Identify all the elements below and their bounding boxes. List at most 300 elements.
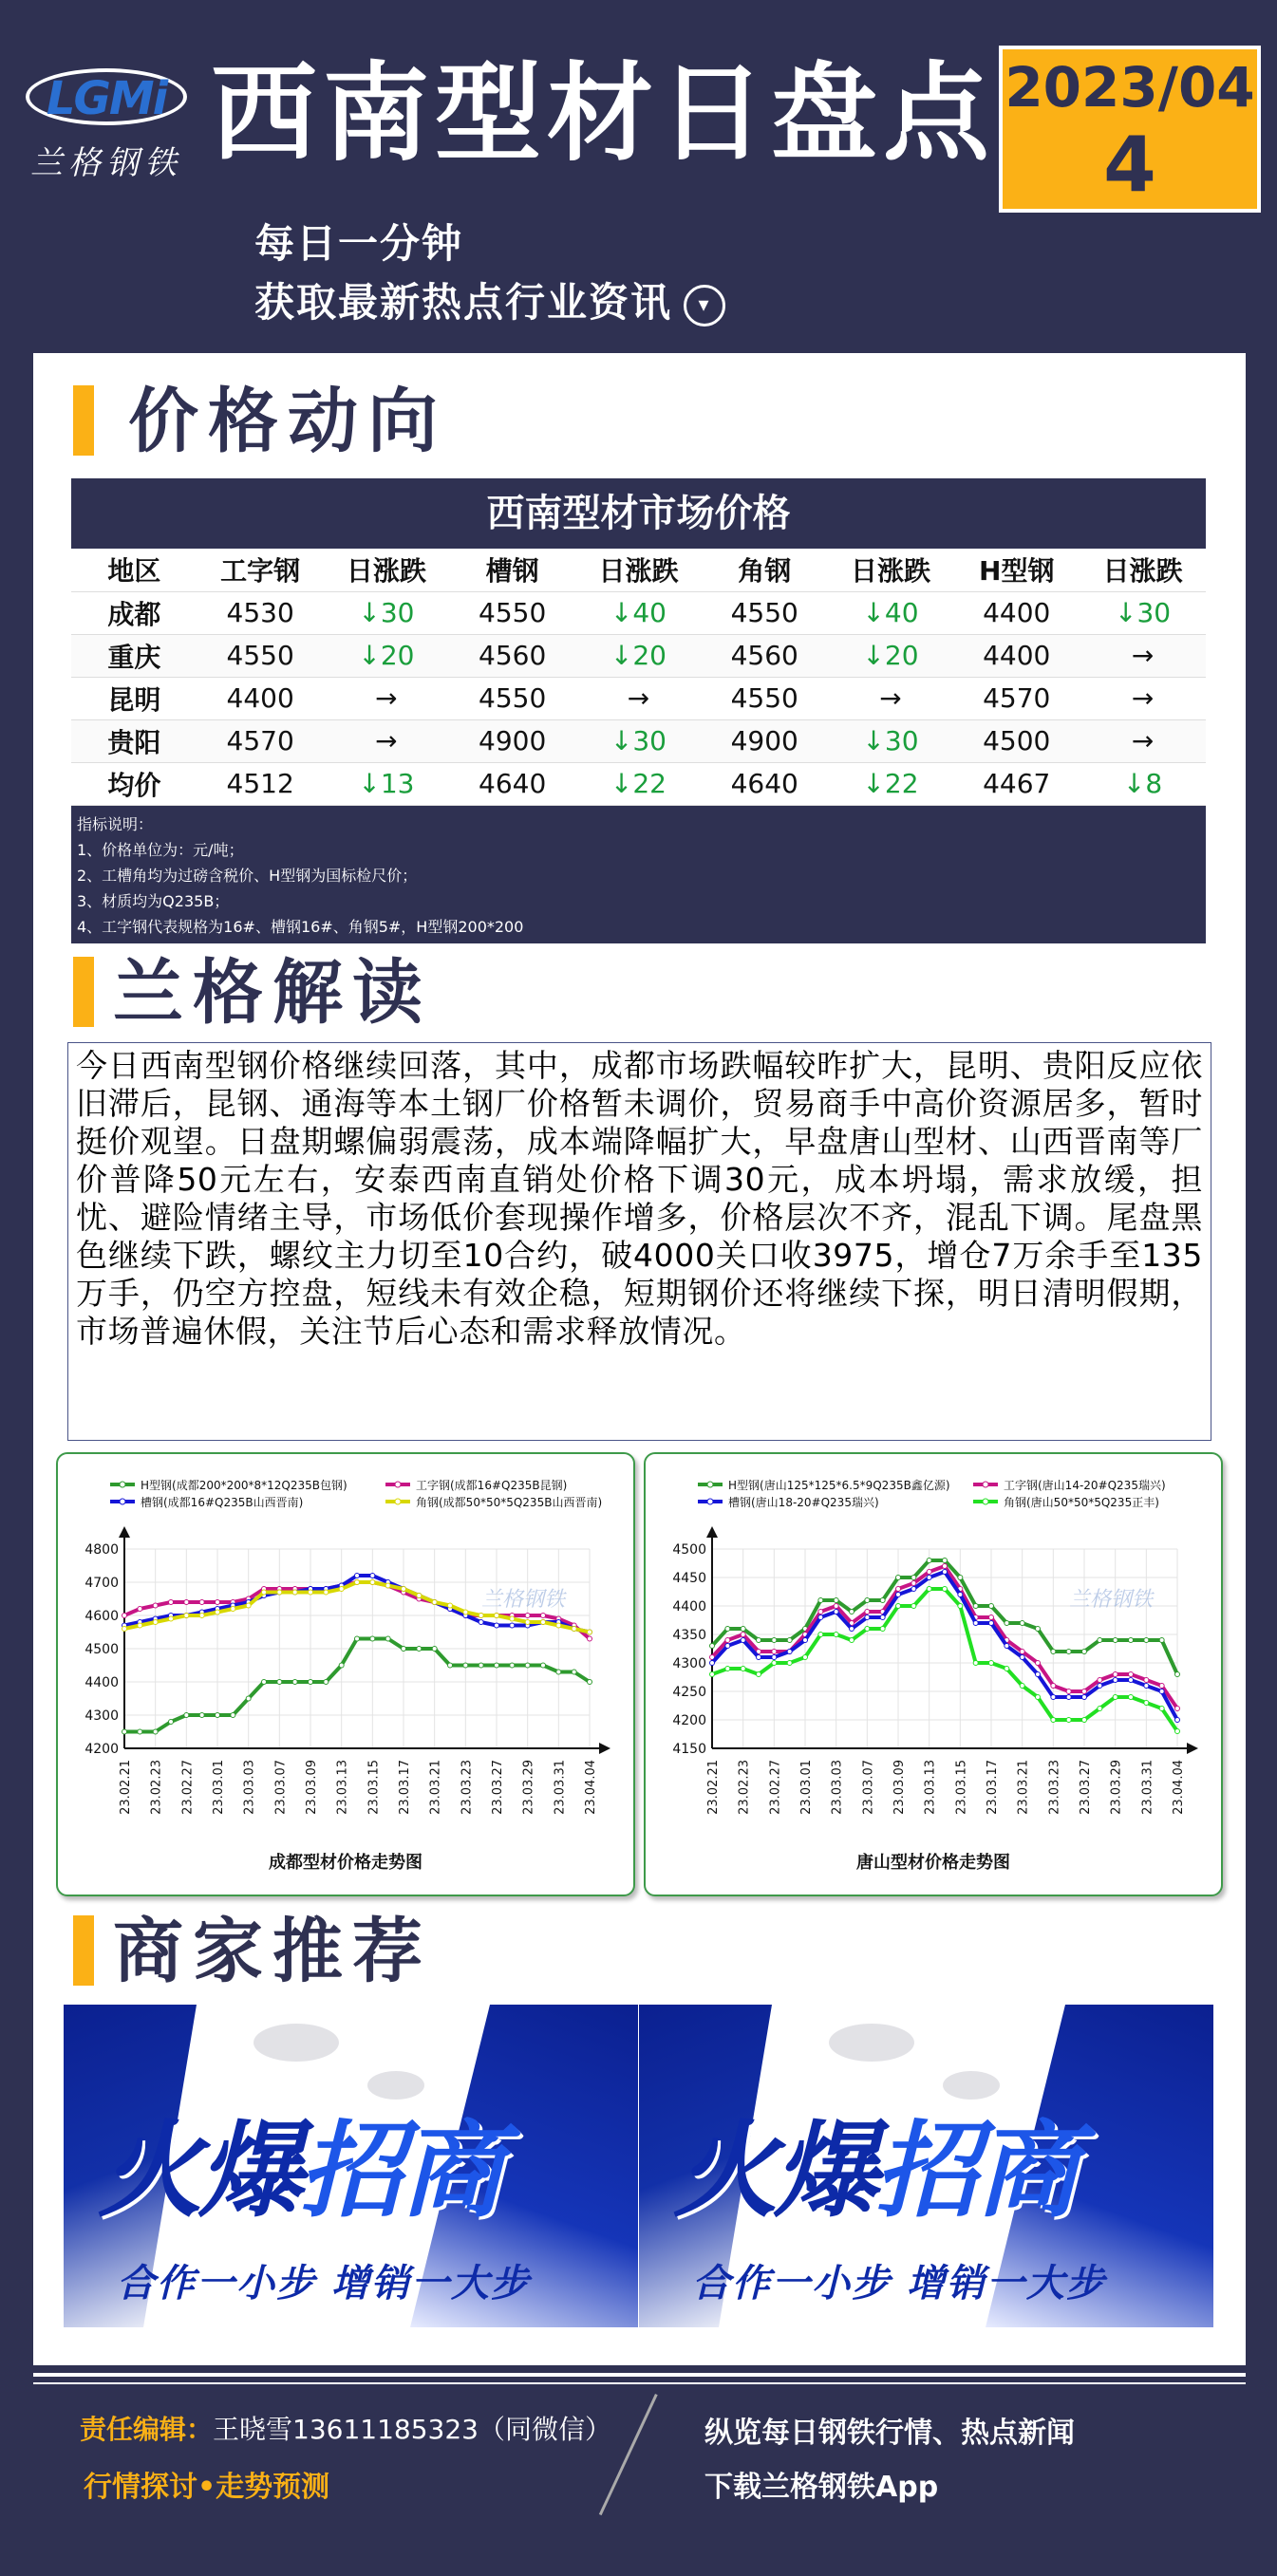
change-cell: ↓30 <box>828 719 954 762</box>
data-point <box>757 1638 761 1643</box>
x-tick-label: 23.03.13 <box>335 1760 350 1815</box>
data-point <box>122 1627 127 1632</box>
legend-marker <box>395 1499 401 1504</box>
x-tick-label: 23.03.17 <box>986 1760 1000 1815</box>
data-point <box>448 1663 453 1668</box>
data-point <box>1066 1689 1071 1694</box>
data-point <box>122 1729 127 1734</box>
data-point <box>1036 1627 1041 1632</box>
data-point <box>277 1590 282 1595</box>
column-header: 日涨跌 <box>1080 549 1206 591</box>
data-point <box>216 1600 220 1605</box>
data-point <box>292 1680 297 1685</box>
x-tick-label: 23.02.21 <box>706 1760 721 1815</box>
region-cell: 成都 <box>71 591 197 634</box>
data-point <box>1005 1644 1009 1649</box>
change-cell: ↓20 <box>575 634 702 677</box>
price-table-title: 西南型材市场价格 <box>71 478 1206 549</box>
data-point <box>958 1576 963 1580</box>
data-point <box>169 1600 174 1605</box>
data-point <box>1129 1672 1134 1677</box>
x-tick-label: 23.02.23 <box>149 1760 164 1815</box>
price-cell: 4900 <box>449 719 575 762</box>
data-point <box>772 1661 777 1666</box>
table-row <box>71 591 1206 634</box>
data-point <box>370 1580 375 1585</box>
data-point <box>262 1590 267 1595</box>
note-line: 3、材质均为Q235B； <box>77 891 230 910</box>
legend-marker <box>120 1499 125 1504</box>
data-point <box>463 1610 468 1615</box>
data-point <box>989 1621 994 1626</box>
data-point <box>510 1623 515 1628</box>
table-row <box>71 634 1206 677</box>
data-point <box>199 1614 204 1618</box>
data-point <box>911 1604 916 1609</box>
data-point <box>911 1581 916 1586</box>
price-notes <box>71 806 1206 943</box>
legend-entry: 角钢(成都50*50*5Q235B山西晋南) <box>416 1496 603 1509</box>
data-point <box>880 1627 885 1632</box>
data-point <box>834 1633 838 1637</box>
x-tick-label: 23.03.15 <box>366 1760 382 1815</box>
data-point <box>1159 1638 1164 1643</box>
data-point <box>417 1647 422 1652</box>
data-point <box>355 1574 360 1578</box>
data-point <box>1082 1718 1087 1723</box>
note-line: 指标说明： <box>77 814 154 833</box>
data-point <box>417 1594 422 1598</box>
region-cell: 重庆 <box>71 634 197 677</box>
banner-splash <box>829 2024 914 2062</box>
data-point <box>787 1661 792 1666</box>
data-point <box>989 1661 994 1666</box>
chengdu-chart-title: 成都型材价格走势图 <box>269 1853 423 1873</box>
x-tick-label: 23.03.07 <box>273 1760 289 1815</box>
data-point <box>1020 1650 1024 1654</box>
heading-accent-bar <box>73 957 94 1027</box>
banner-splash <box>254 2024 339 2062</box>
price-cell: 4570 <box>953 677 1080 719</box>
price-cell: 4550 <box>449 677 575 719</box>
data-point <box>138 1623 142 1628</box>
data-point <box>927 1570 931 1575</box>
legend-entry: 角钢(唐山50*50*5Q235正丰) <box>1004 1496 1159 1509</box>
note-line: 1、价格单位为：元/吨； <box>77 840 244 859</box>
data-point <box>1113 1695 1117 1700</box>
x-tick-label: 23.03.23 <box>1047 1760 1062 1815</box>
data-point <box>896 1587 901 1592</box>
data-point <box>588 1630 592 1634</box>
data-point <box>1051 1718 1056 1723</box>
heading-accent-bar <box>73 385 94 456</box>
x-tick-label: 23.03.29 <box>1109 1760 1124 1815</box>
data-point <box>169 1720 174 1725</box>
data-point <box>943 1564 948 1569</box>
x-tick-label: 23.02.23 <box>737 1760 752 1815</box>
data-point <box>710 1644 715 1649</box>
y-tick-label: 4800 <box>85 1542 119 1558</box>
price-table-block <box>71 478 1206 943</box>
price-cell: 4550 <box>702 591 828 634</box>
price-cell: 4570 <box>197 719 324 762</box>
column-header: 日涨跌 <box>828 549 954 591</box>
y-tick-label: 4300 <box>85 1708 119 1724</box>
data-point <box>556 1623 561 1628</box>
data-point <box>818 1610 823 1615</box>
data-point <box>834 1598 838 1603</box>
date-badge <box>999 46 1261 213</box>
data-point <box>943 1559 948 1563</box>
banner-headline <box>673 2110 1076 2231</box>
data-point <box>865 1598 870 1603</box>
data-point <box>865 1610 870 1615</box>
data-point <box>1098 1684 1102 1689</box>
data-point <box>541 1663 546 1668</box>
x-tick-label: 23.03.29 <box>521 1760 536 1815</box>
data-point <box>1066 1650 1071 1654</box>
data-point <box>277 1680 282 1685</box>
data-point <box>772 1655 777 1660</box>
price-cell: 4512 <box>197 762 324 805</box>
data-point <box>973 1661 978 1666</box>
legend-marker <box>707 1499 713 1504</box>
data-point <box>355 1636 360 1641</box>
x-tick-label: 23.03.21 <box>428 1760 443 1815</box>
data-point <box>725 1644 730 1649</box>
x-tick-label: 23.03.01 <box>799 1760 814 1815</box>
y-axis-arrow <box>119 1526 130 1538</box>
change-cell: ↓40 <box>575 591 702 634</box>
data-point <box>309 1590 313 1595</box>
y-tick-label: 4300 <box>672 1656 706 1671</box>
legend-marker <box>983 1499 988 1504</box>
data-point <box>355 1580 360 1585</box>
legend-entry: 槽钢(成都16#Q235B山西晋南) <box>141 1496 304 1509</box>
data-point <box>725 1638 730 1643</box>
price-cell: 4500 <box>953 719 1080 762</box>
merchant-banner-2[interactable] <box>639 2005 1213 2327</box>
data-point <box>1144 1701 1149 1706</box>
y-axis-arrow <box>706 1526 718 1538</box>
y-tick-label: 4400 <box>672 1599 706 1615</box>
legend-marker <box>983 1482 988 1487</box>
banner-headline-part2: 招商 <box>874 2110 1076 2231</box>
logo-cn-text: 兰格钢铁 <box>30 144 182 182</box>
data-point <box>1051 1684 1056 1689</box>
chevron-down-icon[interactable]: ▾ <box>684 285 725 327</box>
footer-app-link[interactable]: 下载兰格钢铁App <box>704 2471 939 2504</box>
analysis-text: 今日西南型钢价格继续回落，其中，成都市场跌幅较昨扩大，昆明、贵阳反应依旧滞后，昆钢、通海等本土钢厂价格暂未调价，贸易商手中高价资源居多，暂时挺价观望。日盘期螺偏弱震荡，成本端降幅扩大，早盘唐山型材、山西晋南等厂价普降50元左右，安泰西南直销处价格下调30元，成本坍塌，需求放缓，担忧、避险情绪主导，市场低价套现操作增多，价格层次不齐，混乱下调。尾盘黑色继续下跌，螺纹主力切至10合约，破4000关口收3975，增仓7万余手至135万手，仍空方控盘，短线未有效企稳，短期钢价还将继续下探，明日清明假期，市场普遍休假，关注节后心态和需求释放情况。 <box>67 1042 1211 1441</box>
tangshan-chart-title: 唐山型材价格走势图 <box>856 1853 1010 1873</box>
change-cell: → <box>575 677 702 719</box>
change-cell: ↓13 <box>324 762 450 805</box>
change-cell: → <box>1080 677 1206 719</box>
data-point <box>865 1615 870 1620</box>
column-header: H型钢 <box>953 549 1080 591</box>
data-point <box>541 1620 546 1625</box>
column-header: 角钢 <box>702 549 828 591</box>
data-point <box>741 1667 745 1671</box>
data-point <box>324 1680 329 1685</box>
change-cell: → <box>324 677 450 719</box>
data-point <box>153 1603 158 1608</box>
data-point <box>479 1614 483 1618</box>
region-cell: 昆明 <box>71 677 197 719</box>
data-point <box>973 1621 978 1626</box>
column-header: 槽钢 <box>449 549 575 591</box>
chengdu-chart-svg <box>58 1454 637 1898</box>
data-point <box>1129 1695 1134 1700</box>
data-point <box>510 1616 515 1621</box>
data-point <box>199 1713 204 1718</box>
data-point <box>572 1627 576 1632</box>
lgmi-logo <box>21 59 192 182</box>
x-tick-label: 23.03.17 <box>398 1760 412 1815</box>
editor-info <box>80 2409 611 2447</box>
analysis-section-title: 兰格解读 <box>113 952 432 1034</box>
legend-entry: H型钢(唐山125*125*6.5*9Q235B鑫亿源) <box>728 1479 950 1492</box>
tangshan-chart-svg <box>646 1454 1225 1898</box>
data-point <box>572 1670 576 1674</box>
legend-entry: 工字钢(唐山14-20#Q235瑞兴) <box>1004 1479 1166 1492</box>
data-point <box>1175 1707 1180 1711</box>
banner-headline-part2: 招商 <box>299 2110 500 2231</box>
price-cell: 4530 <box>197 591 324 634</box>
data-point <box>339 1587 344 1592</box>
change-cell: → <box>1080 719 1206 762</box>
footer-news-text: 纵览每日钢铁行情、热点新闻 <box>704 2417 1075 2450</box>
data-point <box>1020 1655 1024 1660</box>
data-point <box>432 1647 437 1652</box>
price-cell: 4560 <box>702 634 828 677</box>
legend-entry: H型钢(成都200*200*8*12Q235B包钢) <box>141 1479 347 1492</box>
banner-splash <box>367 2071 424 2100</box>
change-cell: ↓40 <box>828 591 954 634</box>
page-title: 西南型材日盘点 <box>211 52 995 176</box>
price-cell: 4400 <box>953 634 1080 677</box>
x-tick-label: 23.03.03 <box>242 1760 257 1815</box>
tagline-2 <box>254 271 725 328</box>
x-tick-label: 23.02.27 <box>180 1760 196 1815</box>
data-point <box>402 1587 406 1592</box>
change-cell: ↓8 <box>1080 762 1206 805</box>
date-day: 4 <box>1103 121 1156 209</box>
data-point <box>432 1600 437 1605</box>
data-point <box>741 1627 745 1632</box>
data-point <box>865 1627 870 1632</box>
data-point <box>787 1650 792 1654</box>
data-point <box>402 1647 406 1652</box>
data-point <box>1159 1689 1164 1694</box>
merchant-banner-1[interactable] <box>64 2005 638 2327</box>
heading-accent-bar <box>73 1915 94 1986</box>
banner-headline <box>98 2110 500 2231</box>
data-point <box>757 1655 761 1660</box>
chart-watermark: 兰格钢铁 <box>1068 1588 1154 1612</box>
change-cell: ↓30 <box>324 591 450 634</box>
data-point <box>1082 1689 1087 1694</box>
change-cell: ↓30 <box>1080 591 1206 634</box>
merchant-section-title: 商家推荐 <box>113 1911 432 1992</box>
data-point <box>138 1607 142 1612</box>
x-tick-label: 23.02.27 <box>768 1760 783 1815</box>
data-point <box>850 1610 854 1615</box>
change-cell: ↓20 <box>324 634 450 677</box>
y-tick-label: 4350 <box>672 1628 706 1643</box>
data-point <box>1144 1684 1149 1689</box>
data-point <box>122 1614 127 1618</box>
data-point <box>818 1615 823 1620</box>
data-point <box>1129 1678 1134 1683</box>
data-point <box>153 1729 158 1734</box>
data-point <box>138 1729 142 1734</box>
data-point <box>495 1663 499 1668</box>
data-point <box>896 1593 901 1597</box>
data-point <box>803 1638 808 1643</box>
x-tick-label: 23.03.13 <box>923 1760 938 1815</box>
editor-label: 责任编辑： <box>80 2414 214 2445</box>
data-point <box>541 1614 546 1618</box>
data-point <box>184 1614 189 1618</box>
data-point <box>556 1670 561 1674</box>
price-cell: 4550 <box>449 591 575 634</box>
data-point <box>757 1672 761 1677</box>
data-point <box>588 1680 592 1685</box>
column-header: 日涨跌 <box>324 549 450 591</box>
editor-name: 王晓雪13611185323（同微信） <box>213 2414 611 2445</box>
data-point <box>1066 1695 1071 1700</box>
region-cell: 均价 <box>71 762 197 805</box>
chart-watermark: 兰格钢铁 <box>480 1588 566 1612</box>
data-point <box>463 1663 468 1668</box>
tagline-1: 每日一分钟 <box>254 220 464 267</box>
data-point <box>1051 1650 1056 1654</box>
x-tick-label: 23.03.27 <box>1079 1760 1093 1815</box>
data-point <box>1036 1695 1041 1700</box>
data-point <box>1098 1707 1102 1711</box>
change-cell: → <box>828 677 954 719</box>
tangshan-chart <box>644 1452 1223 1896</box>
data-point <box>246 1696 251 1701</box>
data-point <box>943 1570 948 1575</box>
y-tick-label: 4150 <box>672 1742 706 1757</box>
data-point <box>1005 1621 1009 1626</box>
price-section-title: 价格动向 <box>128 381 447 462</box>
y-tick-label: 4700 <box>85 1576 119 1591</box>
x-tick-label: 23.03.27 <box>491 1760 505 1815</box>
data-point <box>324 1590 329 1595</box>
data-point <box>772 1638 777 1643</box>
footer-divider <box>33 2382 1246 2384</box>
data-point <box>896 1576 901 1580</box>
data-point <box>927 1559 931 1563</box>
footer-divider <box>33 2373 1246 2377</box>
series-line <box>124 1639 590 1732</box>
data-point <box>1098 1638 1102 1643</box>
data-point <box>1129 1638 1134 1643</box>
data-point <box>525 1614 530 1618</box>
data-point <box>385 1636 390 1641</box>
data-point <box>1098 1678 1102 1683</box>
x-axis-arrow <box>599 1743 610 1754</box>
data-point <box>1020 1621 1024 1626</box>
data-point <box>1144 1638 1149 1643</box>
chengdu-chart <box>56 1452 635 1896</box>
tagline-2-text: 获取最新热点行业资讯 <box>254 279 673 326</box>
x-tick-label: 23.03.31 <box>553 1760 568 1815</box>
data-point <box>246 1603 251 1608</box>
data-point <box>911 1587 916 1592</box>
note-line: 4、工字钢代表规格为16#、槽钢16#、角钢5#，H型钢200*200 <box>77 917 524 936</box>
data-point <box>292 1590 297 1595</box>
data-point <box>216 1610 220 1615</box>
data-point <box>1082 1650 1087 1654</box>
banner-slogan: 合作一小步 增销一大步 <box>692 2262 1106 2305</box>
change-cell: ↓22 <box>828 762 954 805</box>
y-tick-label: 4200 <box>85 1742 119 1757</box>
data-point <box>1113 1678 1117 1683</box>
table-row <box>71 719 1206 762</box>
x-tick-label: 23.03.01 <box>212 1760 226 1815</box>
data-point <box>880 1615 885 1620</box>
data-point <box>339 1663 344 1668</box>
data-point <box>199 1600 204 1605</box>
data-point <box>262 1680 267 1685</box>
price-table <box>71 549 1206 806</box>
price-cell: 4550 <box>197 634 324 677</box>
data-point <box>725 1667 730 1671</box>
data-point <box>850 1638 854 1643</box>
legend-marker <box>395 1482 401 1487</box>
data-point <box>216 1713 220 1718</box>
data-point <box>958 1593 963 1597</box>
data-point <box>525 1620 530 1625</box>
content-panel <box>33 353 1246 2365</box>
note-line: 2、工槽角均为过磅含税价、H型钢为国标检尺价； <box>77 866 418 885</box>
data-point <box>787 1638 792 1643</box>
data-point <box>370 1574 375 1578</box>
data-point <box>370 1636 375 1641</box>
data-point <box>834 1610 838 1615</box>
data-point <box>525 1663 530 1668</box>
banner-splash <box>943 2071 1000 2100</box>
banner-headline-part1: 火爆 <box>673 2110 874 2231</box>
data-point <box>834 1604 838 1609</box>
banner-slogan: 合作一小步 增销一大步 <box>117 2262 531 2305</box>
data-point <box>479 1620 483 1625</box>
data-point <box>1066 1718 1071 1723</box>
data-point <box>184 1713 189 1718</box>
x-tick-label: 23.03.21 <box>1016 1760 1031 1815</box>
data-point <box>1051 1695 1056 1700</box>
x-tick-label: 23.03.09 <box>892 1760 907 1815</box>
change-cell: ↓30 <box>575 719 702 762</box>
data-point <box>911 1576 916 1580</box>
data-point <box>1036 1672 1041 1677</box>
data-point <box>169 1616 174 1621</box>
x-tick-label: 23.03.07 <box>861 1760 876 1815</box>
logo-text: LGMi <box>46 72 167 125</box>
price-cell: 4550 <box>702 677 828 719</box>
table-row <box>71 677 1206 719</box>
data-point <box>1113 1638 1117 1643</box>
data-point <box>1175 1672 1180 1677</box>
change-cell: ↓22 <box>575 762 702 805</box>
y-tick-label: 4600 <box>85 1609 119 1624</box>
data-point <box>588 1636 592 1641</box>
data-point <box>818 1633 823 1637</box>
